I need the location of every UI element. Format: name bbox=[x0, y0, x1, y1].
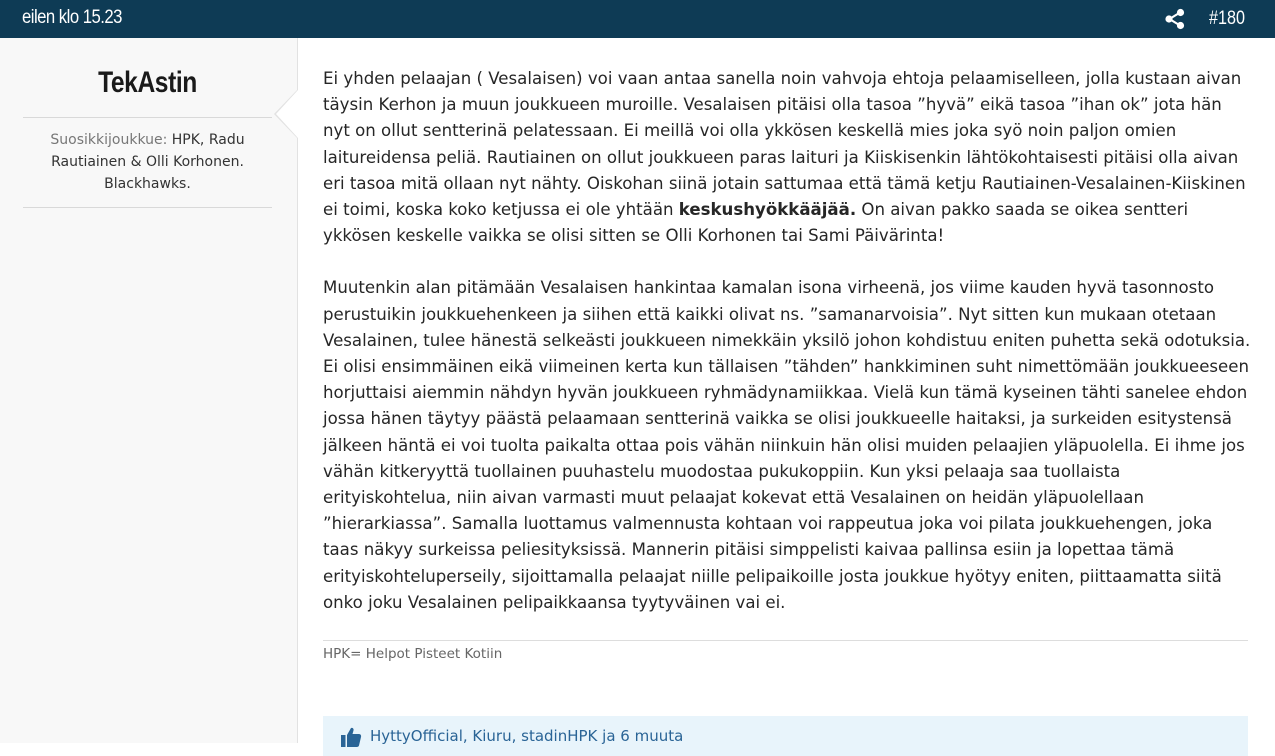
post-signature: HPK= Helpot Pisteet Kotiin bbox=[323, 646, 503, 662]
post-header bbox=[0, 0, 1275, 38]
post-timestamp[interactable]: eilen klo 15.23 bbox=[22, 7, 122, 28]
post-number-link[interactable]: #180 bbox=[1209, 8, 1245, 29]
author-name-link[interactable]: TekAstin bbox=[98, 66, 197, 99]
favorite-team-label: Suosikkijoukkue: bbox=[50, 132, 168, 148]
author-profile-info bbox=[23, 117, 272, 208]
post-paragraph-1-bold: keskushyökkääjää. bbox=[678, 200, 857, 220]
post-paragraph-1-text-b: On aivan pakko saada se oikea sentteri ykkösen keskelle vaikka se olisi sitten se Olli Korhonen tai Sami Päivärinta! bbox=[323, 200, 1189, 246]
likers-list-link[interactable]: HyttyOfficial, Kiuru, stadinHPK ja 6 muuta bbox=[370, 727, 684, 745]
post-body bbox=[323, 66, 1251, 616]
thumbs-up-icon[interactable] bbox=[340, 726, 362, 748]
share-icon[interactable] bbox=[1164, 8, 1186, 30]
sidebar-pointer-fill bbox=[276, 90, 298, 138]
post-paragraph-1 bbox=[323, 66, 1251, 249]
signature-divider bbox=[323, 640, 1248, 641]
post-paragraph-2: Muutenkin alan pitämään Vesalaisen hankintaa kamalan isona virheenä, jos viime kauden hyvä tasonnosto perustuikin joukkuehenkeen ja siihen että kaikki olivat ns. ”samanarvoisia”. Nyt sitten kun mukaan otetaan Vesalainen, tulee hänestä selkeästi joukkueen nimekkäin yksilö johon kohdistuu eniten puhetta sekä odotuksia. Ei olisi ensimmäinen eikä viimeinen kerta kun tällaisen ”tähden” hankkiminen suht nimettömään joukkueeseen horjuttaisi aiemmin nähdyn hyvän joukkueen ryhmädynamiikkaa. Vielä kun tämä kyseinen tähti sanelee ehdon jossa hänen täytyy päästä pelaamaan sentterinä vaikka se olisi joukkueelle haitaksi, ja surkeiden esitystensä jälkeen häntä ei voi tuolta paikalta ottaa pois vähän niinkuin hän olisi muiden pelaajien yläpuolella. Ei ihme jos vähän kitkeryyttä tuollainen puuhastelu muodostaa pukukoppiin. Kun yksi pelaaja saa tuollaista erityiskohtelua, niin aivan varmasti muut pelaajat kokevat että Vesalainen on heidän yläpuolellaan ”hierarkiassa”. Samalla luottamus valmennusta kohtaan voi rappeutua joka voi pilata joukkuehengen, joka taas näkyy surkeissa peliesityksissä. Mannerin pitäisi simppelisti kaivaa pallinsa esiin ja lopettaa tämä erityiskohteluperseily, sijoittamalla pelaajat niille pelipaikoille josta joukkue hyötyy eniten, piittaamatta siitä onko joku Vesalainen pelipaikkaansa tyytyväinen vai ei. bbox=[323, 278, 1251, 612]
post-paragraph-1-text-a: Ei yhden pelaajan ( Vesalaisen) voi vaan antaa sanella noin vahvoja ehtoja pelaamiselleen, jolla kustaan aivan täysin Kerhon ja muun joukkueen muroille. Vesalaisen pitäisi olla tasoa ”hyvä” eikä tasoa ”ihan ok” jota hän nyt on ollut sentterinä pelatessaan. Ei meillä voi olla ykkösen keskellä mies joka syö noin paljon omien laitureidensa peliä. Rautiainen on ollut joukkueen paras laituri ja Kiiskisenkin lähtökohtaisesti pitäisi olla aivan eri tasoa mitä ollaan nyt nähty. Oiskohan siinä jotain sattumaa että tämä ketju Rautiainen-Vesalainen-Kiiskinen ei toimi, koska koko ketjussa ei ole yhtään bbox=[323, 69, 1246, 220]
likes-bar bbox=[323, 716, 1248, 756]
favorite-team bbox=[23, 129, 272, 195]
favorite-team-value: HPK, Radu Rautiainen & Olli Korhonen. Blackhawks. bbox=[51, 132, 245, 192]
